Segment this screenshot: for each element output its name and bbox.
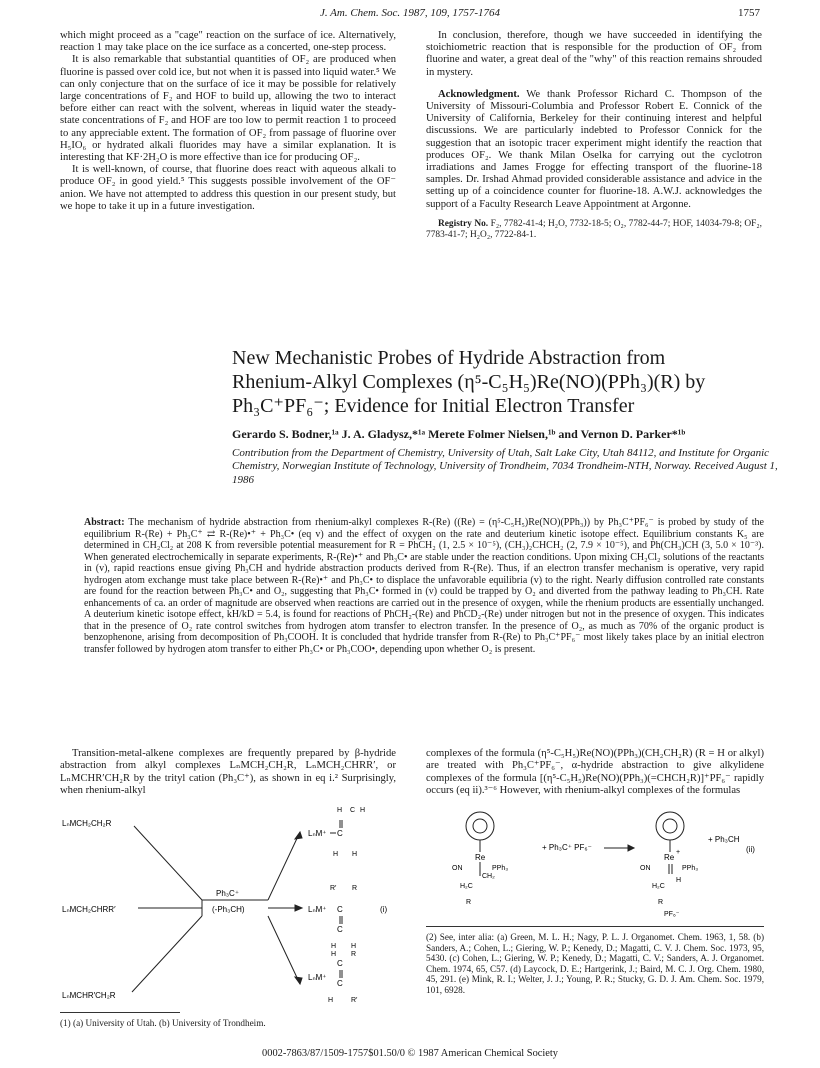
scheme-i: [60, 806, 396, 1014]
svg-text:R′: R′: [330, 885, 337, 892]
registry-text: F₂, 7782-41-4; H₂O, 7732-18-5; O₂, 7782-44-7; HOF, 14034-79-8; OF₂, 7783-41-7; H₂O₂, 7722-84-1.: [426, 218, 763, 240]
byproduct: + Ph₃CH: [708, 835, 740, 844]
svg-text:H: H: [676, 877, 682, 884]
svg-text:PPh₃: PPh₃: [682, 865, 699, 872]
svg-text:H: H: [333, 851, 339, 858]
svg-text:R: R: [351, 951, 357, 958]
intro-left: [60, 748, 396, 797]
svg-text:H: H: [337, 807, 343, 814]
svg-text:PPh₃: PPh₃: [492, 865, 509, 872]
svg-text:H: H: [360, 807, 366, 814]
title-line: Ph₃C⁺PF₆⁻; Evidence for Initial Electron Transfer: [232, 395, 635, 417]
right-column-previous-article: [426, 30, 762, 241]
conclusion-paragraph: In conclusion, therefore, though we have succeeded in identifying the stoichiometric reaction that is responsible for the production of OF₂ from fluorine and water, a great deal of the "why" of this reaction remains shrouded in mystery.: [426, 30, 762, 78]
svg-text:C: C: [337, 905, 343, 914]
reagent: + Ph₃C⁺ PF₆⁻: [542, 843, 592, 852]
svg-text:H: H: [331, 951, 337, 958]
scheme-byproduct: (-Ph₃CH): [212, 905, 245, 914]
equation-label: (ii): [746, 845, 755, 854]
svg-text:R′: R′: [351, 997, 358, 1004]
footnote-1: (1) (a) University of Utah. (b) University of Trondheim.: [60, 1018, 266, 1028]
product-metal: LₙM⁺: [308, 973, 327, 982]
left-column-previous-article: [60, 30, 396, 213]
footnote-rule: [60, 1012, 180, 1013]
svg-text:C: C: [337, 829, 343, 838]
article-title: [232, 346, 792, 418]
scheme-reagent: Ph₃C⁺: [216, 889, 240, 898]
paragraph: which might proceed as a "cage" reaction on the surface of ice. Alternatively, reaction 1 may take place on the ice surface as a concerted, one-step process.: [60, 30, 396, 54]
author-list: Gerardo S. Bodner,¹ᵃ J. A. Gladysz,*¹ᵃ Merete Folmer Nielsen,¹ᵇ and Vernon D. Parker*¹ᵇ: [232, 427, 686, 441]
product-metal: LₙM⁺: [308, 905, 327, 914]
svg-text:C: C: [337, 979, 343, 988]
equation-label: (i): [380, 905, 388, 914]
acknowledgment-paragraph: [426, 89, 762, 211]
rhenium-alkyl-complex: [452, 812, 508, 906]
paragraph: It is well-known, of course, that fluorine does react with aqueous alkali to produce OF₂ in good yield.⁵ This suggests possible involvement of the OF⁻ anion. We have not attempted to address this question in our present study, but we hope to take it up in a future investigation.: [60, 164, 396, 212]
title-line: New Mechanistic Probes of Hydride Abstraction from: [232, 347, 666, 369]
svg-text:R: R: [466, 899, 472, 906]
svg-text:H: H: [328, 997, 334, 1004]
alkene-product-1: [308, 807, 365, 858]
registry-label: Registry No.: [438, 218, 489, 229]
svg-text:R: R: [352, 885, 358, 892]
counterion: PF₆⁻: [664, 911, 680, 918]
paragraph: Transition-metal-alkene complexes are frequently prepared by β-hydride abstraction from alkyl complexes LₙMCH₂CH₂R, LₙMCH₂CHRR′, or LₙMCHR′CH₂R by the trityl cation (Ph₃C⁺), as shown in eq i.² Surprisingly, when rhenium-alkyl: [60, 748, 396, 796]
svg-text:C: C: [337, 925, 343, 934]
svg-text:C: C: [337, 959, 343, 968]
abstract-text: The mechanism of hydride abstraction from rhenium-alkyl complexes R-(Re) ((Re) = (η⁵-C₅H₅)Re(NO)(PPh₃)) by Ph₃C⁺PF₆⁻ is probed by study of the equilibrium R-(Re) + Ph₃C⁺ ⇄ R-(Re)•⁺ + Ph₃C• (eq v) and the effect of oxygen on the rate and deuterium kinetic isotope effect. Equilibrium constants K₅ are determined in CH₂Cl₂ at 208 K from reversible potential measurement for R = PhCH₂ (1, 2.5 × 10⁻⁵), (CH₃)₂CHCH₂ (2, 7.9 × 10⁻⁵), and Ph(CH₃)CH (3, 5.0 × 10⁻³). When generated electrochemically in separate experiments, R-(Re)•⁺ and Ph₃C• are stable under the reaction conditions. Upon mixing CH₂Cl₂ solutions of the reactants in (v), rapid reactions ensue giving Ph₃CH and hydride abstraction products derived from R-(Re). Thus, if an electron transfer mechanism is operative, very rapid hydrogen atom exchange must take place between R-(Re)•⁺ and Ph₃C• to displace the unfavorable equilibria (v) to the right. Nearly diffusion controlled rate constants are found for the reaction between Ph₃C• and O₂, suggesting that Ph₃C• formed in (v) could be trapped by O₂ and diverted from the pathway leading to Ph₃CH. Rate enhancements of ca. an order of magnitude are observed when reactions are carried out in the presence of oxygen, while the rhenium products are essentially unchanged. A deuterium kinetic isotope effect, kH/kD = 5.4, is found for reactions of PhCH₂-(Re) and PhCD₂-(Re) under nitrogen but not in the presence of oxygen. This indicates that in the presence of O₂ rate control switches from hydrogen atom transfer to electron transfer. In the presence of O₂, as much as 70% of the organic product is benzophenone, arising from decomposition of Ph₃COOH. It is concluded that hydride transfer from R-(Re) to Ph₃C⁺PF₆⁻ most likely takes place by an initial electron transfer followed by hydrogen atom transfer to either Ph₃C• or Ph₃COO•, depending upon whether O₂ is present.: [84, 517, 764, 655]
reaction-arrow: [604, 845, 634, 851]
running-header: [60, 7, 760, 25]
svg-text:+: +: [676, 849, 681, 856]
svg-text:H₂C: H₂C: [460, 883, 473, 890]
abstract: [84, 517, 764, 655]
footnote-2: (2) See, inter alia: (a) Green, M. L. H.; Nagy, P. L. J. Organomet. Chem. 1963, 1, 58. (b) Sanders, A.; Cohen, L.; Giering, W. P.; Kenedy, D.; Magatti, C. V. J. Chem. Soc. 1973, 95, 5430. (c) Cohen, L.; Giering, W. P.; Kenedy, D.; Magatti, C. V.; Sanders, A. J. Organomet. Chem. 1974, 65, C57. (d) Laycock, D. E.; Hartgerink, J.; Baird, M. C. J. Org. Chem. 1980, 45, 291. (e) Mink, R. I.; Welter, J. J.; Young, P. R.; Stucky, G. D. J. Am. Chem. Soc. 1979, 101, 6928.: [426, 932, 764, 995]
svg-text:H₂C: H₂C: [652, 883, 665, 890]
svg-text:H: H: [351, 943, 357, 950]
svg-text:Re: Re: [475, 853, 486, 862]
svg-text:ON: ON: [452, 865, 463, 872]
svg-text:ON: ON: [640, 865, 651, 872]
paragraph: complexes of the formula (η⁵-C₅H₅)Re(NO)(PPh₃)(CH₂CH₂R) (R = H or alkyl) are treated with Ph₃C⁺PF₆⁻, α-hydride abstraction to give alkylidene complexes of the formula [(η⁵-C₅H₅)Re(NO)(PPh₃)(=CHCH₂R)]⁺PF₆⁻ rapidly occurs (eq ii).³⁻⁶ However, with rhenium-alkyl complexes of the formulas: [426, 748, 764, 796]
alkene-product-2: [308, 885, 357, 950]
svg-text:CH₂: CH₂: [482, 873, 495, 880]
reactant-2: LₙMCH₂CHRR′: [62, 905, 116, 914]
paragraph: It is also remarkable that substantial quantities of OF₂ are produced when fluorine is passed over cold ice, but not when it is passed into liquid water.⁵ We can only conjecture that on the surface of ice it may be possible for relatively large concentrations of F₂ and HOF to build up, allowing the two to interact before either can react with the solvent, whereas in liquid water the steady-state concentrations of F₂ and HOF are too low to permit reaction 1 to proceed to any appreciable extent. The formation of OF₂ from passage of fluorine over H₅IO₆ or hydrated alkali fluorides may have a similar explanation. It is interesting that KF·2H₂O is more effective than ice for producing OF₂.: [60, 54, 396, 164]
title-line: Rhenium-Alkyl Complexes (η⁵-C₅H₅)Re(NO)(PPh₃)(R) by: [232, 371, 706, 393]
page-number: 1757: [738, 7, 760, 19]
registry-paragraph: [426, 219, 762, 241]
svg-text:C: C: [350, 807, 356, 814]
product-metal: LₙM⁺: [308, 829, 327, 838]
acknowledgment-text: We thank Professor Richard C. Thompson of the University of Missouri-Columbia and Professor Robert E. Connick of the University of California, Berkeley for their continuing interest and helpful discussions. We are particularly indebted to Professor Connick for the suggestion that an isotopic tracer experiment might identify the reaction that produces OF₂. We thank Milan Oselka for carrying out the cyclotron irradiations and James Frogge for effecting transport of the fluorine-18 samples. Dr. Irshad Ahmad provided considerable assistance and advice in the setting up of a coincidence counter for fluorine-18. A.W.J. acknowledges the support of a Faculty Research Leave Appointment at Argonne.: [426, 88, 762, 210]
intro-right: [426, 748, 764, 797]
svg-text:Re: Re: [664, 853, 675, 862]
svg-text:R: R: [658, 899, 664, 906]
copyright-footer: 0002-7863/87/1509-1757$01.50/0 © 1987 American Chemical Society: [262, 1048, 558, 1059]
svg-text:H: H: [331, 943, 337, 950]
abstract-label: Abstract:: [84, 517, 125, 528]
reactant-3: LₙMCHR′CH₂R: [62, 991, 116, 1000]
alkene-product-3: [308, 951, 358, 1004]
scheme-ii: [426, 808, 764, 918]
journal-citation: J. Am. Chem. Soc. 1987, 109, 1757-1764: [319, 7, 501, 19]
reactant-1: LₙMCH₂CH₂R: [62, 819, 112, 828]
alkylidene-complex: [640, 812, 698, 918]
svg-text:H: H: [352, 851, 358, 858]
acknowledgment-label: Acknowledgment.: [438, 88, 520, 100]
footnote-rule: [426, 926, 764, 927]
affiliation: Contribution from the Department of Chemistry, University of Utah, Salt Lake City, Utah 84112, and Institute for Organic Chemistry, Norwegian Institute of Technology, University of Trondheim, 7034 Trondheim-NTH, Norway. Received August 1, 1986: [232, 447, 778, 486]
